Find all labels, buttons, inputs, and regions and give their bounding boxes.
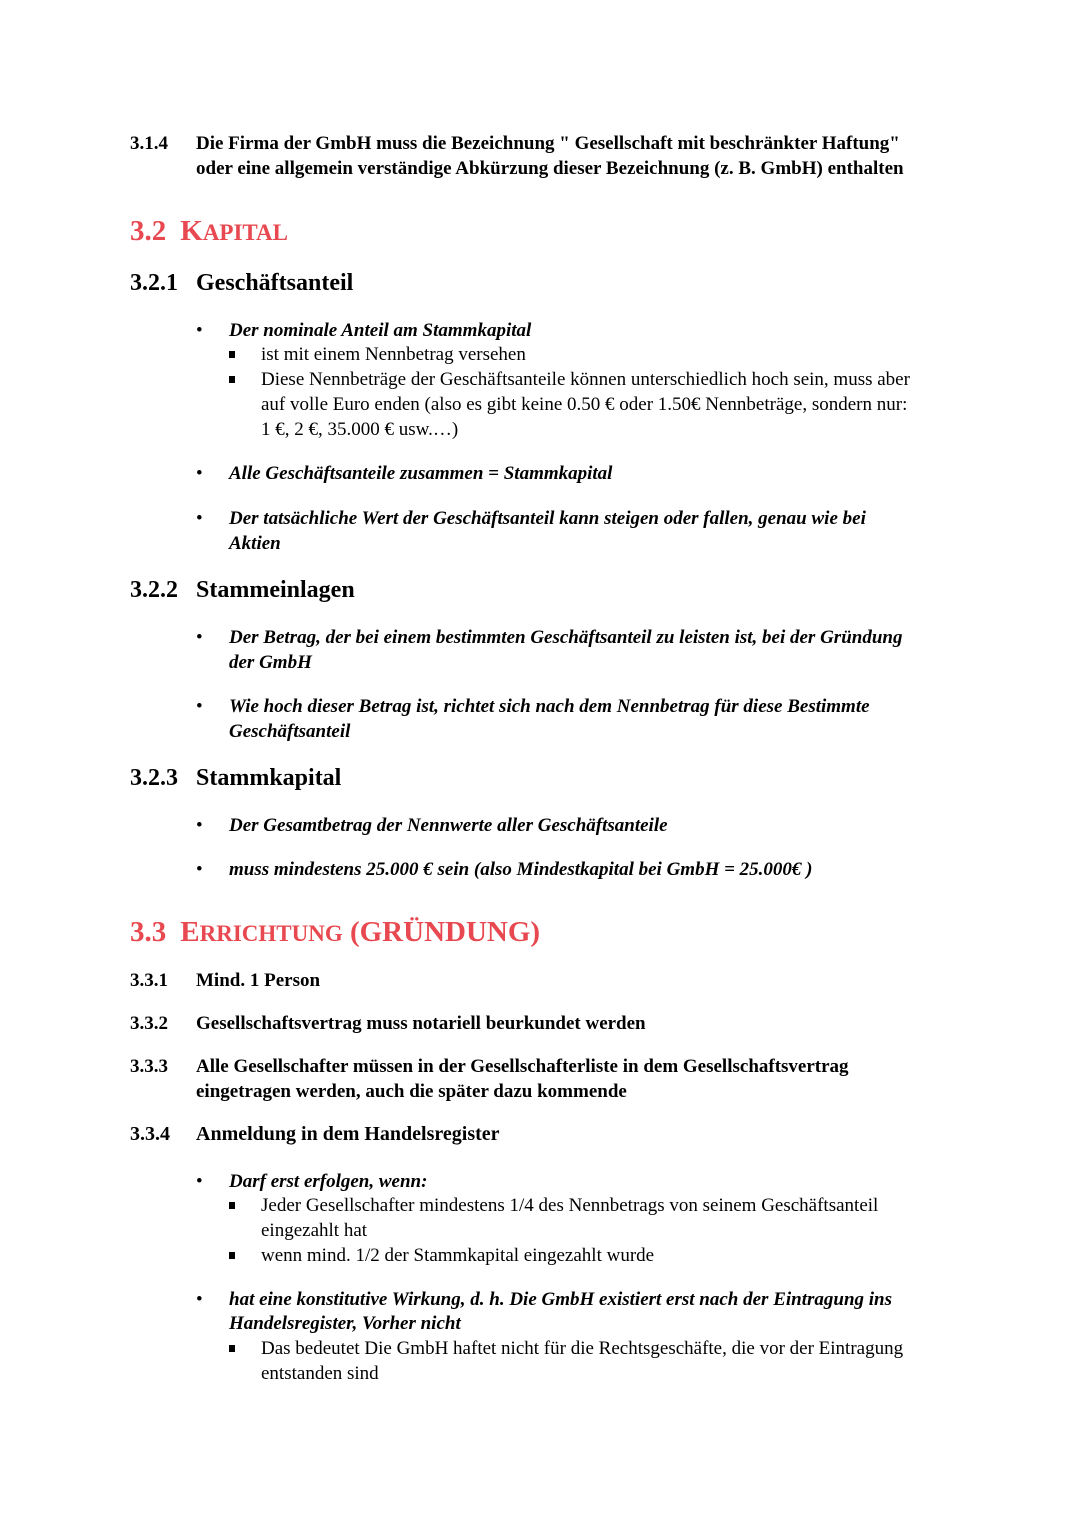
square-bullet-icon <box>229 351 235 358</box>
bullet-text: Der nominale Anteil am Stammkapital <box>229 320 532 341</box>
item-text-line: Alle Gesellschafter müssen in der Gesellschafterliste in dem Gesellschaftsvertrag <box>196 1056 849 1077</box>
sub-bullet-text: eingezahlt hat <box>261 1220 368 1241</box>
sub-bullet-text: Das bedeutet Die GmbH haftet nicht für die Rechtsgeschäfte, die vor der Eintragung <box>261 1338 904 1359</box>
bullet-text: Geschäftsanteil <box>229 721 351 742</box>
bullet-text: Wie hoch dieser Betrag ist, richtet sich nach dem Nennbetrag für diese Bestimmte <box>229 696 870 717</box>
sub-bullet-text: entstanden sind <box>261 1363 379 1384</box>
square-bullet-icon <box>229 1345 235 1352</box>
item-text-line: oder eine allgemein verständige Abkürzung dieser Bezeichnung (z. B. GmbH) enthalten <box>196 158 904 179</box>
heading-3-3 <box>130 915 540 951</box>
item-text-line: Gesellschaftsvertrag muss notariell beurkundet werden <box>196 1013 646 1034</box>
item-text-line: eingetragen werden, auch die später dazu kommende <box>196 1081 627 1102</box>
bullet-icon: • <box>196 815 203 836</box>
item-text-line: Anmeldung in dem Handelsregister <box>196 1123 500 1145</box>
heading-initial: E <box>180 916 200 948</box>
bullet-icon: • <box>196 1171 203 1192</box>
bullet-icon: • <box>196 1289 203 1310</box>
bullet-text: Darf erst erfolgen, wenn: <box>229 1171 428 1192</box>
heading-number: 3.2.1 <box>130 270 178 296</box>
sub-bullet-text: Jeder Gesellschafter mindestens 1/4 des Nennbetrags von seinem Geschäftsanteil <box>261 1195 879 1216</box>
bullet-text: Handelsregister, Vorher nicht <box>229 1313 461 1334</box>
sub-bullet-text: 1 €, 2 €, 35.000 € usw.…) <box>261 419 459 440</box>
bullet-text: Aktien <box>229 533 281 554</box>
item-number: 3.1.4 <box>130 133 168 154</box>
heading-3-2-3 <box>130 763 341 793</box>
heading-number: 3.3 <box>130 916 167 948</box>
bullet-text: Alle Geschäftsanteile zusammen = Stammkapital <box>229 463 613 484</box>
item-text-line: Die Firma der GmbH muss die Bezeichnung " Gesellschaft mit beschränkter Haftung" <box>196 133 900 154</box>
item-text-line: Mind. 1 Person <box>196 970 321 991</box>
bullet-text: Der Betrag, der bei einem bestimmten Geschäftsanteil zu leisten ist, bei der Gründung <box>229 627 903 648</box>
heading-title: Stammeinlagen <box>196 577 355 603</box>
item-number: 3.3.2 <box>130 1013 168 1034</box>
sub-bullet-text: ist mit einem Nennbetrag versehen <box>261 344 526 365</box>
heading-number: 3.2.3 <box>130 765 178 791</box>
item-number: 3.3.4 <box>130 1123 170 1145</box>
bullet-icon: • <box>196 696 203 717</box>
bullet-text: hat eine konstitutive Wirkung, d. h. Die GmbH existiert erst nach der Eintragung ins <box>229 1289 893 1310</box>
bullet-icon: • <box>196 463 203 484</box>
item-number: 3.3.1 <box>130 970 168 991</box>
bullet-text: Der tatsächliche Wert der Geschäftsanteil kann steigen oder fallen, genau wie bei <box>229 508 866 529</box>
bullet-icon: • <box>196 859 203 880</box>
square-bullet-icon <box>229 1202 235 1209</box>
sub-bullet-text: wenn mind. 1/2 der Stammkapital eingezahlt wurde <box>261 1245 655 1266</box>
heading-number: 3.2 <box>130 215 167 247</box>
bullet-icon: • <box>196 627 203 648</box>
heading-initial: K <box>180 215 203 247</box>
square-bullet-icon <box>229 376 235 383</box>
bullet-text: der GmbH <box>229 652 312 673</box>
heading-rest: APITAL <box>202 220 289 245</box>
heading-rest: RRICHTUNG <box>199 921 343 946</box>
heading-3-2-2 <box>130 575 355 605</box>
bullet-text: Der Gesamtbetrag der Nennwerte aller Geschäftsanteile <box>229 815 668 836</box>
sub-bullet-text: auf volle Euro enden (also es gibt keine 0.50 € oder 1.50€ Nennbeträge, sondern nur: <box>261 394 908 415</box>
heading-3-2-1 <box>130 268 353 298</box>
heading-title: Geschäftsanteil <box>196 270 354 296</box>
heading-paren: (GRÜNDUNG) <box>349 916 541 948</box>
bullet-text: muss mindestens 25.000 € sein (also Mindestkapital bei GmbH = 25.000€ ) <box>229 859 813 880</box>
bullet-icon: • <box>196 508 203 529</box>
square-bullet-icon <box>229 1252 235 1259</box>
bullet-icon: • <box>196 320 203 341</box>
heading-title: Stammkapital <box>196 765 342 791</box>
sub-bullet-text: Diese Nennbeträge der Geschäftsanteile können unterschiedlich hoch sein, muss aber <box>261 369 910 390</box>
heading-3-2 <box>130 214 288 250</box>
item-number: 3.3.3 <box>130 1056 168 1077</box>
heading-number: 3.2.2 <box>130 577 178 603</box>
